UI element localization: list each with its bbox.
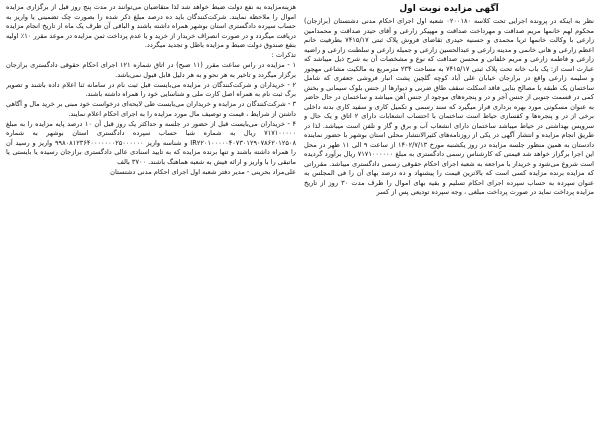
notice-columns	[6, 3, 594, 421]
notice-signature: علی‌مراد بحرینی - مدیر دفتر شعبه اول اجرای احکام مدنی دشتستان	[110, 167, 296, 176]
notice-left-column	[6, 3, 296, 421]
notice-right-column	[304, 3, 594, 421]
notes-heading: تذکرات :	[271, 51, 296, 59]
notice-title: آگهی مزایده نوبت اول	[399, 4, 499, 14]
notice-paragraph: هزینه‌مزایده به نفع دولت ضبط خواهد شد لذا متقاضیان می‌توانند در مدت پنج روز قبل از برگزاری مزایده اموال را ملاحظه نمایند. شرکت‌کنندگان باید ده درصد مبلغ ذکر شده را بصورت چک تضمینی یا واریز به حساب سپرده دادگستری استان بوشهر همراه داشته باشند و الباقی آن ظرف یک ماه از تاریخ انجام مزایده دریافت میگردد و در صورت انصراف خریدار از خرید و یا عدم پرداخت ثمن مزایده در موعد مقرر ۱۰٪ اولیه بنفع صندوق دولت ضبط و مزایده باطل و تجدید میگردد.	[6, 3, 296, 49]
note-item-2: ۲ - خریداران و شرکت‌کنندگان در مزایده می‌بایست قبل ثبت نام در سامانه ثنا اعلام داده باشند و تصویر برگ ثبت نام به همراه اصل کارت ملی و شناسایی خود را همراه داشته باشند.	[6, 80, 296, 98]
note-item-1: ۱ - مزایده در راس ساعت مقرر (۱۱ صبح) در اتاق شماره ۱۲۱ اجرای احکام حقوقی دادگستری برازجان برگزار میگردد و تاخیر به هر نحو و به هر دلیل قابل قبول نمی‌باشد.	[6, 61, 296, 79]
notice-paragraph: نظر به اینکه در پرونده اجرایی تحت کلاسه ۰۲۰۰۱۸۰ شعبه اول اجرای احکام مدنی دشتستان (برازجان) محکوم لهم خانمها مریم صداقت و مهرداخت صداقت و مهپیکر زارعی و آقای حیدر صداقت و محمدامین زارعی با وکالت خانمها ثریا محمدی و حسنیه حیدری تقاضای فروش پلاک ثبتی ۷۴۱۵/۱۷ بطرفیت خانم اعظم زارعی و هانی خانمی و مدینه زارعی و عبدالحسین زارعی و جمیله زارعی و سلطنت زارعی و راضیه زارعی و فاطمه زارعی و مریم خلفانی و محسن صداقت که نوع و مشخصات آن به شرح ذیل میباشد که عبارت است از: یک باب خانه تحت پلاک ثبتی ۷۴۱۵/۱۷ به مساحت ۲۳۴ مترمربع به مالکیت مشاعی مهجور و سلیمه زارعی واقع در برازجان خیابان علی آباد کوچه گلچین پشت انبار فروشی جعفری که شامل ساختمان یک طبقه با مصالح بنایی فاقد اسکلت سقف طاق ضربی و دیوارها از جنس بلوک سیمانی و بخش کمی در قسمت جنوبی از جنس آجر و در و پنجره‌های موجود از جنس آهن میباشد و ساختمان در حال حاضر به عنوان مسکونی مورد بهره برداری قرار میگیرد که سند رسمی و تکمیل کاری و سفید کاری بدنه داخلی برخی از در و پنجره‌ها و کفسازی حیاط است ساختمان با احتساب انشعابات دارای ۲ اتاق و یک حال و سرویس بهداشتی در حیاط میباشد ساختمان دارای انشعاب آب و برق و گاز و تلفن است میباشد. لذا در طریق انجام مزایده و انتشار آگهی در یکی از روزنامه‌های کثیرالانتشار محلی استان بوشهر با حضور نماینده دادستان به همین منظور جلسه مزایده در روز یکشنبه مورخ ۱۴۰۲/۷/۱۳ از ساعت ۹ الی ۱۱ ظهر در محل این اجرا برگزار خواهد شد قیمتی که کارشناس رسمی دادگستری به مبلغ ۷۱۷۱۰۰۰۰۰۰ ریال برآورد گردیده است شروع می‌شود و خریدار با مراجعه به شعبه اجرای احکام حقوقی رسمی دادگستری میباشد. مقرراتی که مزایده برنده مزایده کسی است که بالاترین قیمت را پیشنهاد و ده درصد بهای آن را فی المجلس به عنوان سپرده به حساب سپرده اجرای احکام تسلیم و بقیه بهای اموال را ظرف مدت ۳۰ روز از تاریخ مزایده پرداخت نماید در صورت پرداخت مبلغی ، وجه سپرده تودیعی پس از کسر	[304, 17, 594, 196]
note-item-3: ۳ - شرکت‌کنندگان در مزایده و خریداران می‌بایست طی لایحه‌ای درخواست خود مبنی بر خرید مال و آگاهی داشتن از شرایط ، قیمت و توصیف مال مورد مزایده را به اجرای احکام اعلام نمایند.	[6, 100, 296, 118]
note-item-4: ۴ - خریداران می‌بایست قبل از حضور در جلسه و حداکثر یک روز قبل آن ۱۰ درصد پایه مزایده را به مبلغ ۷۱۷۱۰۰۰۰۰ ریال به شماره شبا حساب سپرده دادگستری استان بوشهر به شماره IR۲۲۰۱۰۰۰۰۰۴۰۷۳۰۱۲۹۰۷۸۶۲۰۱۲۵۰۸ و شناسه واریز ۹۹۸۰۸۱۲۳۶۴۰۰۰۰۰۰۰۲۵۰۰۰۰۰۰ واریز و رسید آن را همراه داشته باشند و تنها برنده مزایده که به تایید اسنادی عالی دادگستری برازجان رسیده یا بایستی یا ماتبقی را با واریز و ارائه فیش به شعبه هماهنگ باشند. ۳۷۰۰ بالف	[6, 119, 296, 166]
